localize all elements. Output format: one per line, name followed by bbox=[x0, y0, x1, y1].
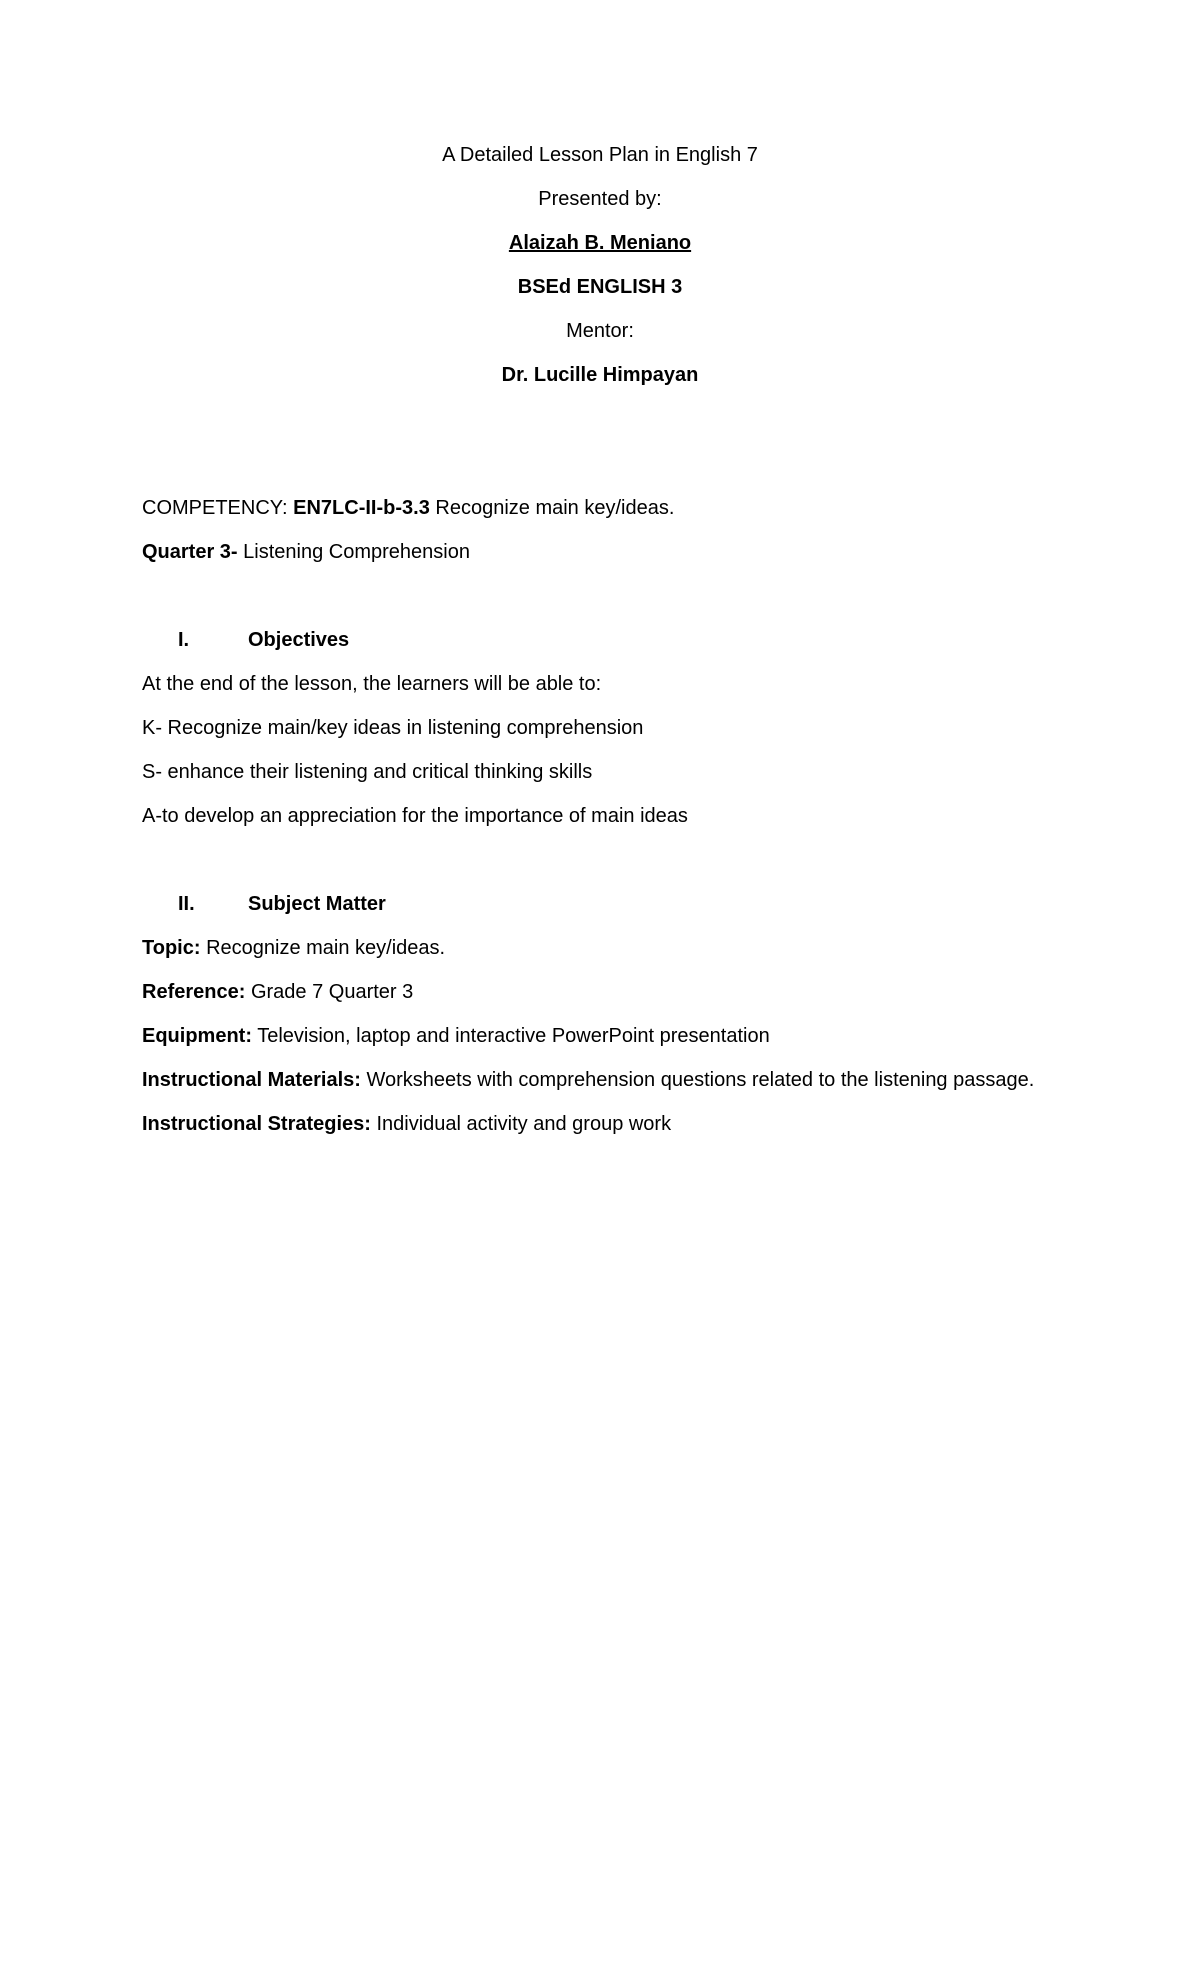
equipment-value: Television, laptop and interactive PowerPoint presentation bbox=[252, 1025, 770, 1047]
equipment-line bbox=[142, 1024, 770, 1048]
reference-line bbox=[142, 980, 413, 1004]
objectives-heading: Objectives bbox=[248, 629, 350, 651]
objectives-intro: At the end of the lesson, the learners will be able to: bbox=[142, 673, 602, 695]
instructional-strategies-label: Instructional Strategies: bbox=[142, 1113, 371, 1135]
instructional-strategies-value: Individual activity and group work bbox=[370, 1113, 672, 1135]
instructional-materials-label: Instructional Materials: bbox=[142, 1069, 361, 1091]
competency-text: Recognize main key/ideas. bbox=[429, 497, 675, 519]
competency-code: EN7LC-II-b-3.3 bbox=[293, 497, 430, 519]
topic-value: Recognize main key/ideas. bbox=[200, 937, 446, 959]
mentor-label: Mentor: bbox=[566, 320, 634, 342]
presenter-name-text: Alaizah B. Meniano bbox=[508, 232, 692, 254]
reference-value: Grade 7 Quarter 3 bbox=[245, 981, 414, 1003]
competency-line bbox=[142, 496, 674, 520]
quarter-line bbox=[142, 540, 470, 564]
mentor-name: Dr. Lucille Himpayan bbox=[501, 364, 699, 386]
equipment-label: Equipment: bbox=[142, 1025, 252, 1047]
reference-label: Reference: bbox=[142, 981, 246, 1003]
instructional-materials-line bbox=[142, 1068, 1034, 1092]
subject-matter-number: II. bbox=[178, 893, 195, 915]
document-title: A Detailed Lesson Plan in English 7 bbox=[442, 144, 758, 166]
presenter-name bbox=[0, 231, 1200, 255]
quarter-text: Listening Comprehension bbox=[237, 541, 470, 563]
subject-matter-heading: Subject Matter bbox=[248, 893, 386, 915]
objective-knowledge: K- Recognize main/key ideas in listening comprehension bbox=[142, 717, 644, 739]
objective-skill: S- enhance their listening and critical thinking skills bbox=[142, 761, 593, 783]
instructional-strategies-line bbox=[142, 1112, 671, 1136]
objective-attitude: A-to develop an appreciation for the importance of main ideas bbox=[142, 805, 688, 827]
topic-label: Topic: bbox=[142, 937, 201, 959]
course-label: BSEd ENGLISH 3 bbox=[517, 276, 683, 298]
instructional-materials-value: Worksheets with comprehension questions related to the listening passage. bbox=[360, 1069, 1035, 1091]
topic-line bbox=[142, 936, 445, 960]
objectives-number: I. bbox=[178, 629, 190, 651]
quarter-label: Quarter 3- bbox=[142, 541, 238, 563]
competency-label: COMPETENCY: bbox=[142, 497, 294, 519]
presented-by-label: Presented by: bbox=[538, 188, 662, 210]
